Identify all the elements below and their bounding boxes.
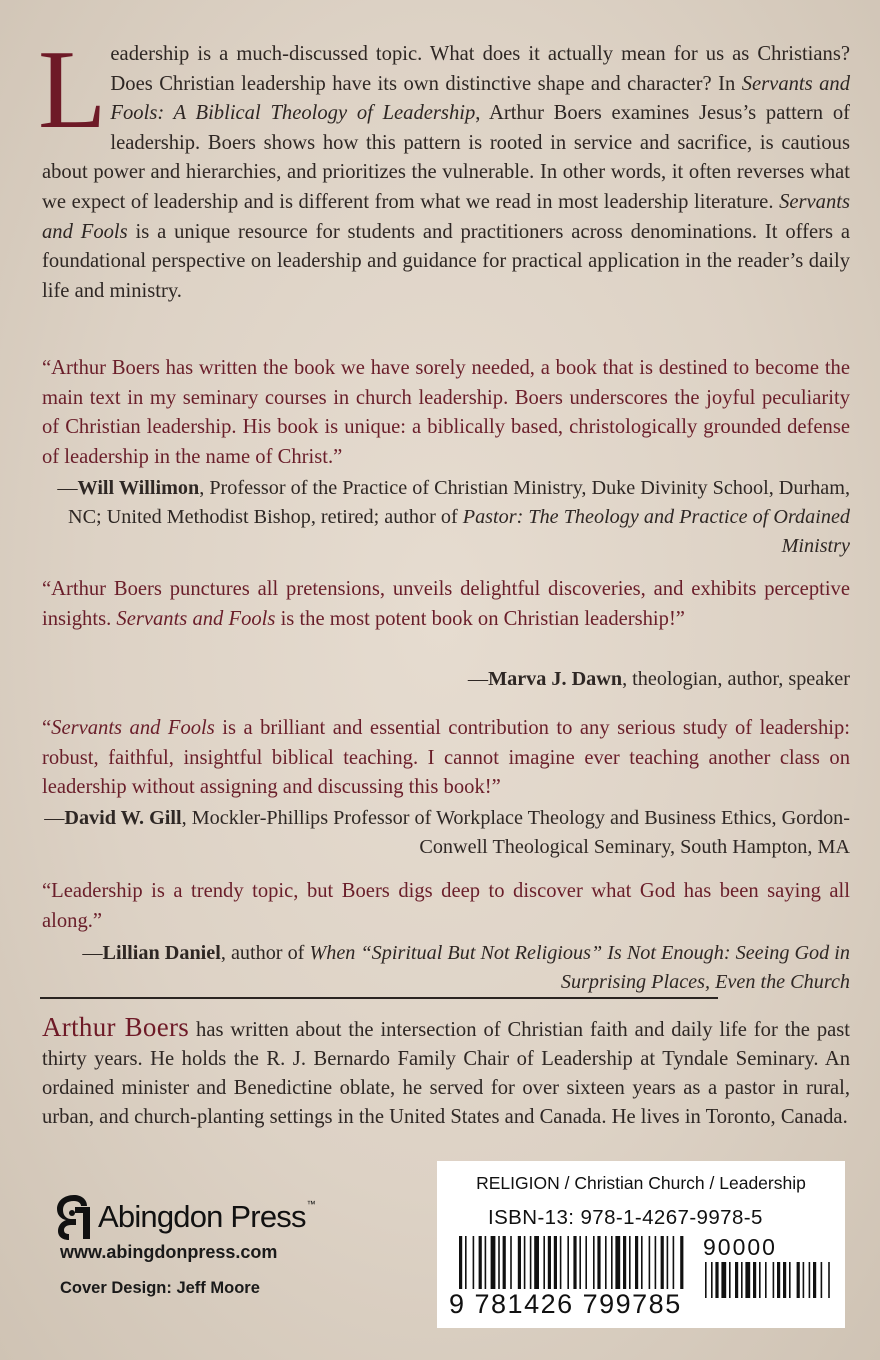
addon-bar [705,1262,707,1298]
cover-design-credit: Cover Design: Jeff Moore [60,1279,260,1297]
em-dash: — [467,668,489,690]
addon-bar [773,1262,775,1298]
addon-bar [745,1262,750,1298]
endorsement-attribution-2 [42,665,850,694]
bisac-category: RELIGION / Christian Church / Leadership [476,1173,806,1193]
endorser-name: Marva J. Dawn [488,668,623,690]
addon-bar [813,1262,816,1298]
addon-bar [803,1262,805,1298]
addon-bar [765,1262,767,1298]
em-dash: — [82,942,103,964]
endorser-name: Lillian Daniel [102,942,221,964]
endorsement-quote-2 [42,575,850,634]
addon-bar [821,1262,823,1298]
book-title-short: Servants and Fools [42,190,850,243]
addon-bar [711,1262,713,1298]
publisher-website: www.abingdonpress.com [60,1242,278,1262]
quote-text: “Arthur Boers punctures all pretensions, unveils delightful discoveries, and exhibits perceptive insights. [42,578,850,630]
barcode-panel [437,1161,845,1328]
book-description [38,28,850,306]
book-title-full: Servants and Fools: A Biblical Theology of Leadership [110,72,850,125]
endorser-work: Pastor: The Theology and Practice of Ordained Ministry [462,506,850,557]
endorser-role: , author of [220,942,310,964]
endorsement-quote-1 [42,354,850,472]
description-text-1: eadership is a much-discussed topic. What does it actually mean for us as Christians? Does Christian leadership have its own distinctive shape and character? In [110,43,850,95]
addon-bar [809,1262,811,1298]
endorsement-attribution-1 [42,474,850,561]
endorser-name: Will Willimon [77,477,200,499]
description-text-3: is a unique resource for students and practitioners across denominations. It offers a foundational perspective on leadership and guidance for practical application in the reader’s daily life and ministry. [42,220,850,302]
addon-bar [783,1262,786,1298]
divider-rule [40,997,718,999]
publisher-name [98,1199,315,1235]
em-dash: — [44,807,65,829]
quote-book-title: Servants and Fools [116,607,276,630]
addon-bar [735,1262,738,1298]
drop-cap: L [38,28,107,152]
barcode-digits: 9 781426 799785 [449,1289,686,1320]
price-code: 90000 [703,1234,777,1260]
author-bio-text: has written about the intersection of Christian faith and daily life for the past thirty years. He holds the R. J. Bernardo Family Chair of Leadership at Tyndale Seminary. An ordained minister and Benedictine oblate, he served for over sixteen years as a pastor in rural, urban, and church-planting settings in the United States and Canada. He lives in Toronto, Canada. [42,1019,850,1128]
addon-bar [721,1262,726,1298]
description-text-2: , Arthur Boers examines Jesus’s pattern of leadership. Boers shows how this pattern is rooted in service and sacrifice, is cautious about power and hierarchies, and prioritizes the vulnerable. In other words, it often reverses what we expect of leadership and is different from what we read in most leadership literature. [42,102,850,213]
em-dash: — [57,477,78,499]
abingdon-mark-icon [54,1193,94,1241]
endorser-role: , Professor of the Practice of Christian Ministry, Duke Divinity School, Durham, NC; United Methodist Bishop, retired; author of [68,477,850,528]
publisher-name-text: Abingdon Press [98,1199,306,1234]
quote-book-title: Servants and Fools [51,717,215,739]
addon-bar [715,1262,718,1298]
endorsement-attribution-4 [42,939,850,997]
endorsement-attribution-3 [42,804,850,862]
quote-mark: “ [42,717,52,739]
endorsement-quote-3 [42,714,850,803]
addon-bar [797,1262,800,1298]
quote-text: “Leadership is a trendy topic, but Boers digs deep to discover what God has been saying all along.” [42,880,850,932]
endorsement-quote-4 [42,877,850,936]
publisher-logo [54,1193,354,1241]
endorser-name: David W. Gill [64,807,182,829]
endorser-role: , theologian, author, speaker [622,668,850,690]
quote-text: is a brilliant and essential contribution to any serious study of leadership: robust, faithful, insightful biblical teaching. I cannot imagine ever teaching another class on leadership without assigning and discussing this book!” [42,717,850,799]
quote-text: is the most potent book on Christian leadership!” [275,607,685,630]
addon-bar [753,1262,756,1298]
isbn-label: ISBN-13: 978-1-4267-9978-5 [488,1206,763,1229]
trademark: ™ [306,1199,315,1209]
addon-bar [741,1262,743,1298]
endorser-role: , Mockler-Phillips Professor of Workplace Theology and Business Ethics, Gordon-Conwell Theological Seminary, South Hampton, MA [181,807,850,858]
addon-bar [759,1262,761,1298]
author-bio [42,1013,850,1132]
addon-bar [729,1262,731,1298]
addon-bar [789,1262,791,1298]
author-name: Arthur Boers [42,1012,190,1042]
endorser-work: When “Spiritual But Not Religious” Is Not Enough: Seeing God in Surprising Places, Even the Church [309,942,850,993]
addon-bar [828,1262,830,1298]
addon-bar [777,1262,780,1298]
quote-text: “Arthur Boers has written the book we have sorely needed, a book that is destined to become the main text in my seminary courses in church leadership. Boers underscores the joyful peculiarity of Christian leadership. His book is unique: a biblically based, christologically grounded defense of leadership in the name of Christ.” [42,357,850,468]
